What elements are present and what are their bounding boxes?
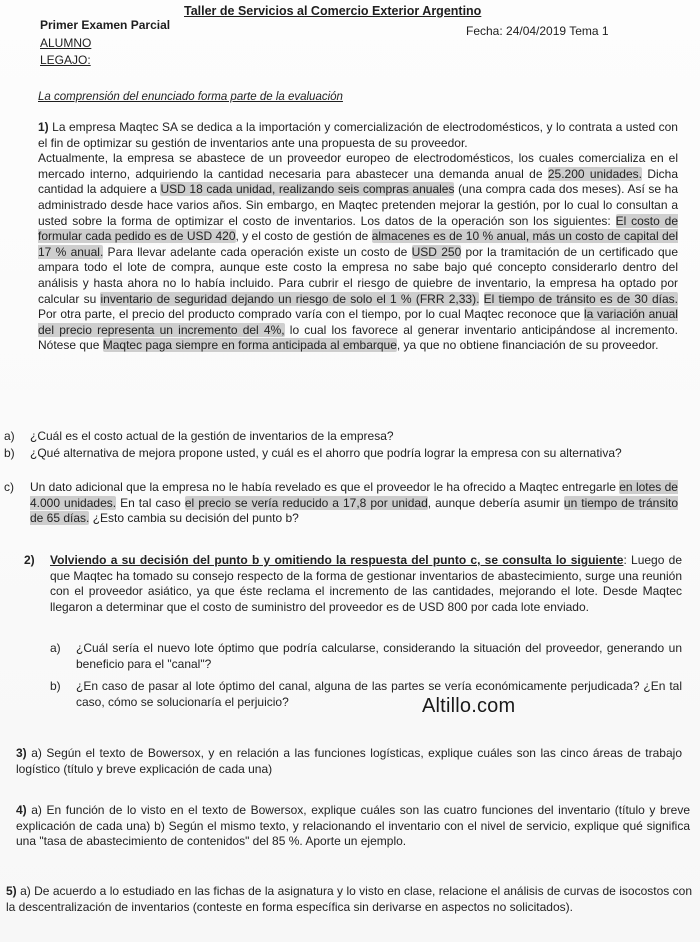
q1-text: [479, 292, 483, 306]
highlighted-text: en lotes de 4.000 unidades.: [30, 480, 678, 510]
item-text: ¿Cuál es el costo actual de la gestión de inventarios de la empresa?: [30, 429, 394, 443]
watermark-text: Altillo.com: [422, 695, 516, 717]
highlighted-text: USD 18 cada unidad, realizando seis compras anuales: [160, 182, 455, 197]
q4-text: a) En función de lo visto en el texto de Bowersox, explique cuáles son las cuatro funciones del inventario (título y breve explicación de cada una) b) Según el mismo texto, y relacionando el inventario con el nivel de servicio, explique qué significa una "tasa de abastecimiento de contenidos" del 85 %. Aporte un ejemplo.: [16, 803, 690, 849]
q1-text: por la tramitación de un certificado que ampara todo el lote de compra, aunque este costo la empresa no sabe bajo qué concepto considerarlo dentro del análisis y hasta ahora no lo había incluido. Para cubrir el riesgo de quiebre de inventario, la empresa ha optado por calcular su: [38, 244, 678, 306]
highlighted-text: almacenes es de 10 % anual, más un costo de capital del 17 % anual.: [38, 229, 678, 259]
item-label: a): [50, 641, 61, 655]
date-label: Fecha: 24/04/2019 Tema 1: [466, 24, 609, 38]
instruction-note: La comprensión del enunciado forma parte de la evaluación: [38, 91, 343, 103]
question-number: 4): [16, 803, 27, 817]
q1-text: lo cual los favorece al generar inventario anticipándose al incremento. Nótese que: [38, 322, 678, 353]
q1-text: Para llevar adelante cada operación existe un costo de: [103, 244, 412, 259]
q1-text: (una compra cada dos meses). Así se ha administrado desde hace varios años. Sin embargo, en Maqtec pretenden mejorar la gestión, por lo cual lo consultan a usted sobre la forma de optimizar el costo de inventarios. Los datos de la operación son los siguientes:: [38, 182, 678, 228]
question-number: 5): [6, 884, 17, 898]
q2-text: [50, 553, 682, 615]
q3-text: a) Según el texto de Bowersox, y en relación a las funciones logísticas, explique cuáles son las cinco áreas de trabajo logístico (título y breve explicación de cada una): [16, 746, 682, 776]
q1-text: La empresa Maqtec SA se dedica a la importación y comercialización de electrodomésticos, y lo contrata a usted con el fin de optimizar su gestión de inventarios ante una propuesta de su proveedor.: [38, 120, 678, 150]
highlighted-text: inventario de seguridad dejando un riesgo de solo el 1 % (FRR 2,33).: [100, 291, 480, 306]
question-5: [6, 884, 692, 915]
highlighted-text: El costo de formular cada pedido es de USD 420: [38, 213, 678, 244]
item-label: b): [4, 446, 15, 460]
highlighted-text: el precio se vería reducido a 17,8 por unidad: [184, 495, 428, 510]
item-label: c): [4, 480, 14, 494]
question-number: 3): [16, 746, 27, 760]
highlighted-text: Maqtec paga siempre en forma anticipada al embarque: [102, 338, 397, 353]
question-4: [16, 803, 690, 850]
q1-text: Actualmente, la empresa se abastece de un proveedor europeo de electrodomésticos, los cuales comercializa en el mercado interno, adquiriendo la cantidad necesaria para abastecer una demanda anual de: [38, 151, 678, 181]
id-number-field-label: LEGAJO:: [40, 53, 91, 67]
question-number: 1): [38, 120, 49, 134]
item-text: ¿Qué alternativa de mejora propone usted, y cuál es el ahorro que podría lograr la empresa con su alternativa?: [30, 446, 622, 460]
q1c-text: , aunque debería asumir: [427, 495, 564, 510]
question-1: [38, 120, 678, 354]
item-label: b): [50, 679, 61, 693]
item-text: ¿En caso de pasar al lote óptimo del canal, alguna de las partes se vería económicamente perjudicada? ¿En tal caso, cómo se solucionaría el perjuicio?: [76, 679, 682, 709]
q1-text: Dicha cantidad la adquiere a: [38, 166, 678, 197]
q1c-text: Un dato adicional que la empresa no le había revelado es que el proveedor le ha ofrecido a Maqtec entregarle: [30, 480, 620, 494]
student-field-label: ALUMNO: [40, 36, 92, 50]
q1-text: Por otra parte, el precio del producto comprado varía con el tiempo, por lo cual Maqtec reconoce que: [38, 307, 584, 322]
course-title: Taller de Servicios al Comercio Exterior Argentino: [184, 4, 482, 18]
highlighted-text: USD 250: [411, 244, 462, 259]
q5-text: a) De acuerdo a lo estudiado en las fichas de la asignatura y lo visto en clase, relacione el análisis de curvas de isocostos con la descentralización de inventarios (conteste en forma específica sin derivarse en aspectos no solicitados).: [6, 884, 692, 914]
q1-body: [38, 151, 678, 354]
question-3: [16, 746, 682, 777]
item-label: a): [4, 429, 15, 443]
highlighted-text: la variación anual del precio representa un incremento del 4%,: [38, 307, 678, 337]
q1-text: , y el costo de gestión de: [235, 229, 372, 244]
highlighted-text: 25.200 unidades.: [547, 166, 642, 181]
q1c-text: ¿Esto cambia su decisión del punto b?: [89, 511, 299, 526]
highlighted-text: El tiempo de tránsito es de 30 días.: [483, 291, 678, 306]
q2-lead: Volviendo a su decisión del punto b y omitiendo la respuesta del punto c, se consulta lo siguiente: [50, 553, 624, 567]
highlighted-text: un tiempo de tránsito de 65 días.: [30, 495, 678, 526]
exam-label: Primer Examen Parcial: [40, 18, 171, 32]
item-text: ¿Cuál sería el nuevo lote óptimo que podría calcularse, considerando la situación del proveedor, generando un beneficio para el "canal"?: [76, 641, 682, 671]
q2-body: : Luego de que Maqtec ha tomado su consejo respecto de la forma de gestionar inventarios de abastecimiento, surge una reunión con el proveedor asiático, ya que éste reclama el incremento de las cantidades, mejorando el lote. Desde Maqtec llegaron a determinar que el costo de suministro del proveedor es de USD 800 por cada lote enviado.: [50, 553, 683, 614]
question-number: 2): [24, 553, 35, 567]
q1-text: , ya que no obtiene financiación de su proveedor.: [396, 338, 659, 353]
item-text: [30, 480, 678, 527]
q1c-text: En tal caso: [116, 495, 185, 510]
